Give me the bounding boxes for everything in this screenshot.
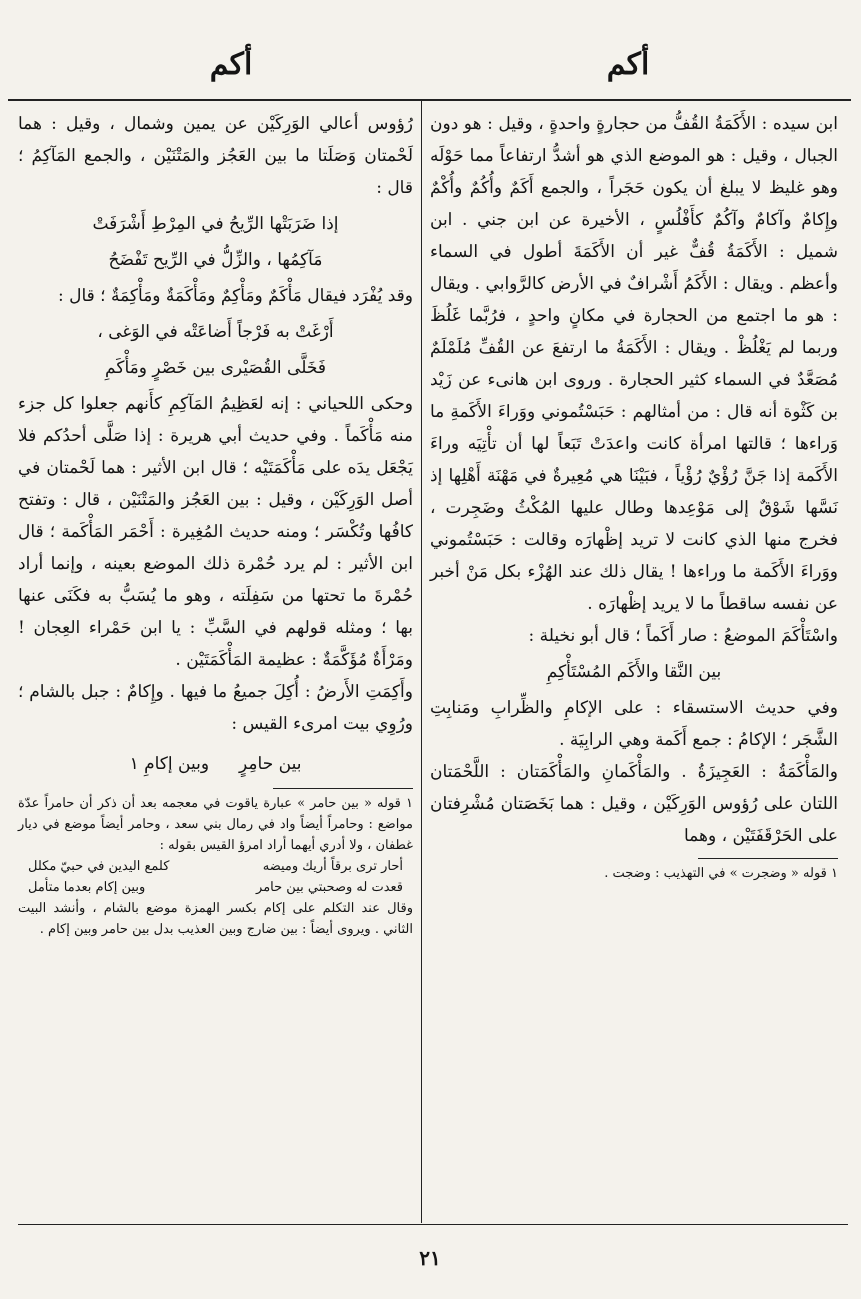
footnote-hemistich: وبين إكام بعدما متأمل [28,880,146,895]
entry-paragraph: وأَكِمَتِ الأَرضُ : أُكِلَ جميعُ ما فيها . وإِكامٌ : جبل بالشام ؛ ورُوِي بيت امرىء القيس : [18,682,413,734]
footnote-hemistich: كلمع اليدين في حبيّ مكلل [28,859,170,874]
verse-hemistich: بين حامِرٍ [239,754,302,774]
entry-paragraph: وفي حديث الاستسقاء : على الإكامِ والظِّرابِ ومَنابِتِ الشَّجَر ؛ الإكامُ : جمع أَكَمة وهي الرابِيَة . [430,698,838,750]
footnote-hemistich: قعدت له وصحبتي بين حامر [256,880,403,895]
running-head-left: أكم [209,47,253,82]
verse-hemistich: وبين إكامِ ١ [129,754,210,774]
verse-line: إذا ضَرَبَتْها الرِّيحُ في المِرْطِ أَشْرَفَتْ [92,214,339,234]
verse-split [18,748,413,780]
footnote: ١ قوله « بين حامر » عبارة ياقوت في معجمه بعد أن ذكر أن حامراً عدّة مواضع : وحامراً أيضاً واد في رمال بني سعد ، وحامر أيضاً موضع في ديار غطفان ، ولا أدري أيهما أراد امرؤ القيس بقوله : [18,796,413,853]
footnote-verse [18,877,413,898]
entry-paragraph: رُؤوس أعالي الوَرِكَيْن عن يمين وشمال ، وقيل : هما لَحْمتان وَصَلَتا ما بين العَجُز والمَتْنَيْن ، والجمع المَآكِمُ ؛ قال : [18,114,413,198]
page-number: ٢١ [419,1246,441,1270]
footnote: وقال عند التكلم على إكام بكسر الهمزة موضع بالشام ، وأنشد البيت الثاني . ويروى أيضاً : بين ضارج وبين العذيب بدل بين حامر وبين إكام . [18,901,413,937]
footnote-hemistich: أحار ترى برقاً أريك وميضه [262,859,403,874]
footnote-rule [698,858,838,859]
right-column [430,108,838,884]
column-divider [421,101,422,1223]
verse-line: أَرْغَتْ به فَرْجاً أَضاعَتْه في الوَغى ، [97,322,334,342]
footnote: ١ قوله « وضجرت » في التهذيب : وضجت . [604,866,838,881]
entry-paragraph: واسْتَأْكَمَ الموضعُ : صار أَكَماً ؛ قال أبو نخيلة : [528,626,838,646]
footnote-verse [18,856,413,877]
entry-paragraph: وحكى اللحياني : إنه لعَظِيمُ المَآكِمِ كأَنهم جعلوا كل جزء منه مَأْكَماً . وفي حديث أبي هريرة : إذا صَلَّى أحدُكم فلا يَجْعَل يدَه على مَأْكَمَتَيْه ؛ قال ابن الأثير : هما لَحْمتان في أصل الوَرِكَيْن ، وقيل : بين العَجُز والمَتْنَيْن ، قال : وتفتح كافُها وتُكْسَر ؛ ومنه حديث المُغِيرة : أَحْمَر المَأْكَمة ؛ قال ابن الأثير : لم يرد حُمْرة ذلك الموضع بعينه ، وإنما أراد حُمْرةَ ما تحتها من سَفِلَته ، وهو ما يُسَبُّ به فكَنَى عنها بها ؛ ومثله قولهم في السَّبِّ : يا ابن حَمْراء العِجان ! ومَرْأَةٌ مُؤَكَّمَةٌ : عظيمة المَأْكَمَتَيْن . [18,394,413,670]
entry-paragraph: والمَأْكَمَةُ : العَجِيزَةُ . والمَأْكَمانِ والمَأْكَمَتان : اللَّحْمَتان اللتان على رُؤوس الوَرِكَيْن ، وقيل : هما بَخَصَتان مُشْرِفتان على الحَرْقَفَتَيْن ، وهما [430,762,838,846]
verse-line: مَآكِمُها ، والزِّلُّ في الرِّيح تَفْضَحُ [108,250,323,270]
footnote-rule [273,788,413,789]
entry-paragraph: وقد يُفْرَد فيقال مَأْكَمٌ ومَأْكِمٌ ومَأْكَمَةٌ ومَأْكِمَةٌ ؛ قال : [57,286,413,306]
entry-paragraph: ابن سيده : الأَكَمَةُ القُفُّ من حجارةٍ واحدةٍ ، وقيل : هو دون الجبال ، وقيل : هو الموضع الذي هو أشدُّ ارتفاعاً مما حَوْلَه وهو غليظ لا يبلغ أن يكون حَجَراً ، والجمع أَكَمٌ وأُكُمٌ وأُكْمٌ وإِكامٌ وآكامٌ وآكُمٌ كأَفْلُسٍ ، الأخيرة عن ابن جني . ابن شميل : الأَكَمَةُ قُفٌّ غير أن الأَكَمَةَ أطول في السماء وأعظم . ويقال : الأَكَمُ أَشْرافٌ في الأرض كالرَّوابي . ويقال : هو ما اجتمع من الحجارة في مكانٍ واحدٍ ، فرُبَّما غَلُظَ وربما لم يَغْلُظْ . ويقال : الأَكَمَةُ ما ارتفعَ عن القُفِّ مُلَمْلَمٌ مُصَعَّدٌ في السماء كثير الحجارة . وروى ابن هانىء عن زَيْد بن كَثْوة أنه قال : من أمثالهم : حَبَسْتُموني ووَراءَ الأَكَمةِ ما وَراءها ؛ قالتها امرأة كانت واعدَتْ تَبَعاً لها أن تأْتِيَه وراءَ الأَكَمة إذا جَنَّ رُؤْيٌ رُؤْياً ، فبَيْنَا هي مُعِيرةٌ في مَهْنَة أَهْلِها إذ نَسَّها شَوْقٌ إلى مَوْعِدها وطال عليها المُكْثُ وضَجِرت ، فخرج منها الذي كانت لا تريد إظْهارَه وقالت : حَبَسْتُموني ووَراءَ الأَكَمة ما وراءها ! يقال ذلك عند الهُزْء بكل مَنْ أخبر عن نفسه ساقطاً ما لا يريد إظْهارَه . [430,114,838,614]
running-head-right: أكم [606,47,650,82]
left-column [18,108,413,940]
header-rule [8,99,851,101]
verse-line: بين النَّقا والأَكَم المُسْتَأْكِمِ [546,662,722,682]
verse-line: فَخَلَّى القُصَيْرى بين خَصْرٍ ومَأْكَمِ [105,358,326,378]
footer-rule [18,1224,848,1225]
